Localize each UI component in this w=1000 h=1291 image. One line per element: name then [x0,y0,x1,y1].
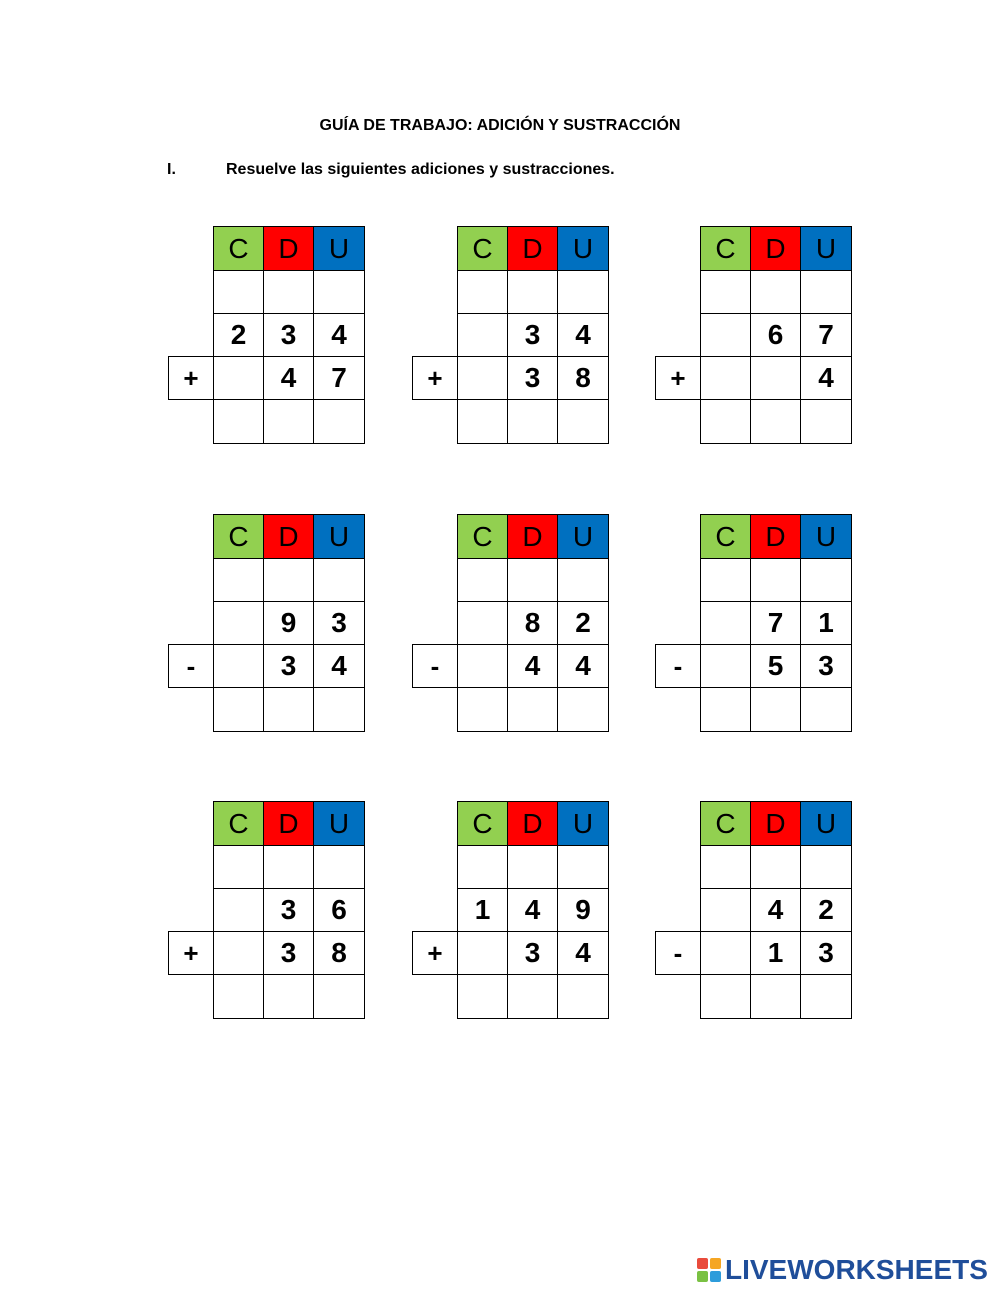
top-digit-c [700,888,751,932]
header-c: C [457,801,508,846]
top-digit-c [457,601,508,645]
operator-sign: - [412,644,458,688]
bottom-digit-c [457,356,508,400]
bottom-digit-c [700,356,751,400]
page-title: GUÍA DE TRABAJO: ADICIÓN Y SUSTRACCIÓN [319,117,681,134]
answer-box-c[interactable] [457,399,508,444]
header-u: U [313,226,365,271]
top-digit-u: 4 [313,313,365,357]
answer-box-d[interactable] [507,687,558,732]
header-u: U [800,514,852,559]
top-digit-u: 6 [313,888,365,932]
carry-box-u[interactable] [557,270,609,314]
header-d: D [750,801,801,846]
operator-sign: - [655,931,701,975]
carry-box-c[interactable] [700,845,751,889]
top-digit-u: 4 [557,313,609,357]
carry-box-u[interactable] [313,558,365,602]
top-digit-d: 3 [507,313,558,357]
header-d: D [263,514,314,559]
bottom-digit-c [700,644,751,688]
operator-sign: + [412,356,458,400]
top-digit-c [213,888,264,932]
header-u: U [557,226,609,271]
top-digit-u: 7 [800,313,852,357]
answer-box-d[interactable] [507,974,558,1019]
bottom-digit-d: 5 [750,644,801,688]
bottom-digit-u: 3 [800,931,852,975]
top-digit-c [213,601,264,645]
header-u: U [800,226,852,271]
carry-box-u[interactable] [313,270,365,314]
operator-sign: + [168,931,214,975]
carry-box-d[interactable] [507,845,558,889]
answer-box-u[interactable] [557,974,609,1019]
answer-box-u[interactable] [313,687,365,732]
top-digit-c [457,313,508,357]
bottom-digit-u: 4 [313,644,365,688]
bottom-digit-c [213,931,264,975]
header-c: C [457,514,508,559]
bottom-digit-u: 7 [313,356,365,400]
top-digit-c: 1 [457,888,508,932]
operator-sign: - [168,644,214,688]
carry-box-d[interactable] [750,270,801,314]
carry-box-c[interactable] [213,270,264,314]
operator-sign: + [412,931,458,975]
bottom-digit-u: 8 [313,931,365,975]
header-u: U [557,514,609,559]
bottom-digit-d: 3 [263,931,314,975]
problem-5 [412,514,609,732]
answer-box-d[interactable] [750,399,801,444]
carry-box-c[interactable] [213,558,264,602]
bottom-digit-c [457,931,508,975]
answer-box-u[interactable] [557,687,609,732]
top-digit-c [700,313,751,357]
answer-box-u[interactable] [800,399,852,444]
bottom-digit-u: 4 [800,356,852,400]
carry-box-d[interactable] [263,845,314,889]
bottom-digit-c [213,356,264,400]
header-d: D [507,514,558,559]
problem-8 [412,801,609,1019]
problem-9 [655,801,852,1019]
instruction-number: I. [167,161,176,178]
liveworksheets-logo [697,1256,988,1284]
header-u: U [800,801,852,846]
top-digit-d: 7 [750,601,801,645]
top-digit-d: 4 [750,888,801,932]
header-u: U [557,801,609,846]
header-c: C [213,514,264,559]
carry-box-c[interactable] [457,558,508,602]
answer-box-c[interactable] [700,399,751,444]
header-d: D [750,226,801,271]
carry-box-c[interactable] [457,845,508,889]
problem-4 [168,514,365,732]
top-digit-d: 3 [263,888,314,932]
answer-box-d[interactable] [507,399,558,444]
header-u: U [313,801,365,846]
instruction-text: Resuelve las siguientes adiciones y sustracciones. [226,161,615,178]
answer-box-c[interactable] [700,687,751,732]
problem-2 [412,226,609,444]
bottom-digit-c [457,644,508,688]
top-digit-d: 3 [263,313,314,357]
carry-box-d[interactable] [750,845,801,889]
header-c: C [700,801,751,846]
answer-box-u[interactable] [800,687,852,732]
bottom-digit-c [700,931,751,975]
header-d: D [507,801,558,846]
bottom-digit-d: 3 [507,356,558,400]
operator-sign: - [655,644,701,688]
carry-box-c[interactable] [457,270,508,314]
header-c: C [700,514,751,559]
header-d: D [263,801,314,846]
answer-box-c[interactable] [457,687,508,732]
header-d: D [507,226,558,271]
answer-box-d[interactable] [263,399,314,444]
bottom-digit-u: 3 [800,644,852,688]
carry-box-d[interactable] [507,558,558,602]
logo-text: LIVEWORKSHEETS [725,1254,988,1285]
carry-box-u[interactable] [313,845,365,889]
operator-sign: + [655,356,701,400]
bottom-digit-d [750,356,801,400]
bottom-digit-u: 4 [557,644,609,688]
top-digit-c: 2 [213,313,264,357]
bottom-digit-d: 4 [507,644,558,688]
top-digit-u: 2 [557,601,609,645]
bottom-digit-c [213,644,264,688]
answer-box-u[interactable] [557,399,609,444]
answer-box-c[interactable] [213,974,264,1019]
answer-box-d[interactable] [750,687,801,732]
carry-box-d[interactable] [263,558,314,602]
answer-box-d[interactable] [263,687,314,732]
carry-box-u[interactable] [557,558,609,602]
carry-box-c[interactable] [700,270,751,314]
header-c: C [213,226,264,271]
carry-box-d[interactable] [263,270,314,314]
top-digit-c [700,601,751,645]
bottom-digit-d: 1 [750,931,801,975]
bottom-digit-d: 4 [263,356,314,400]
carry-box-u[interactable] [557,845,609,889]
top-digit-d: 8 [507,601,558,645]
carry-box-c[interactable] [213,845,264,889]
problem-6 [655,514,852,732]
carry-box-u[interactable] [800,845,852,889]
carry-box-d[interactable] [507,270,558,314]
carry-box-u[interactable] [800,270,852,314]
answer-box-u[interactable] [800,974,852,1019]
answer-box-c[interactable] [700,974,751,1019]
top-digit-d: 9 [263,601,314,645]
answer-box-c[interactable] [213,399,264,444]
carry-box-u[interactable] [800,558,852,602]
header-d: D [750,514,801,559]
operator-sign: + [168,356,214,400]
header-u: U [313,514,365,559]
header-c: C [213,801,264,846]
answer-box-c[interactable] [213,687,264,732]
answer-box-d[interactable] [263,974,314,1019]
carry-box-c[interactable] [700,558,751,602]
top-digit-u: 3 [313,601,365,645]
bottom-digit-u: 8 [557,356,609,400]
answer-box-d[interactable] [750,974,801,1019]
answer-box-u[interactable] [313,974,365,1019]
top-digit-d: 6 [750,313,801,357]
problem-3 [655,226,852,444]
top-digit-u: 1 [800,601,852,645]
bottom-digit-u: 4 [557,931,609,975]
problem-1 [168,226,365,444]
carry-box-d[interactable] [750,558,801,602]
bottom-digit-d: 3 [263,644,314,688]
bottom-digit-d: 3 [507,931,558,975]
header-c: C [457,226,508,271]
header-d: D [263,226,314,271]
problem-7 [168,801,365,1019]
instruction [167,161,615,179]
answer-box-c[interactable] [457,974,508,1019]
top-digit-u: 9 [557,888,609,932]
top-digit-u: 2 [800,888,852,932]
answer-box-u[interactable] [313,399,365,444]
header-c: C [700,226,751,271]
liveworksheets-logo-icon [697,1258,721,1282]
top-digit-d: 4 [507,888,558,932]
